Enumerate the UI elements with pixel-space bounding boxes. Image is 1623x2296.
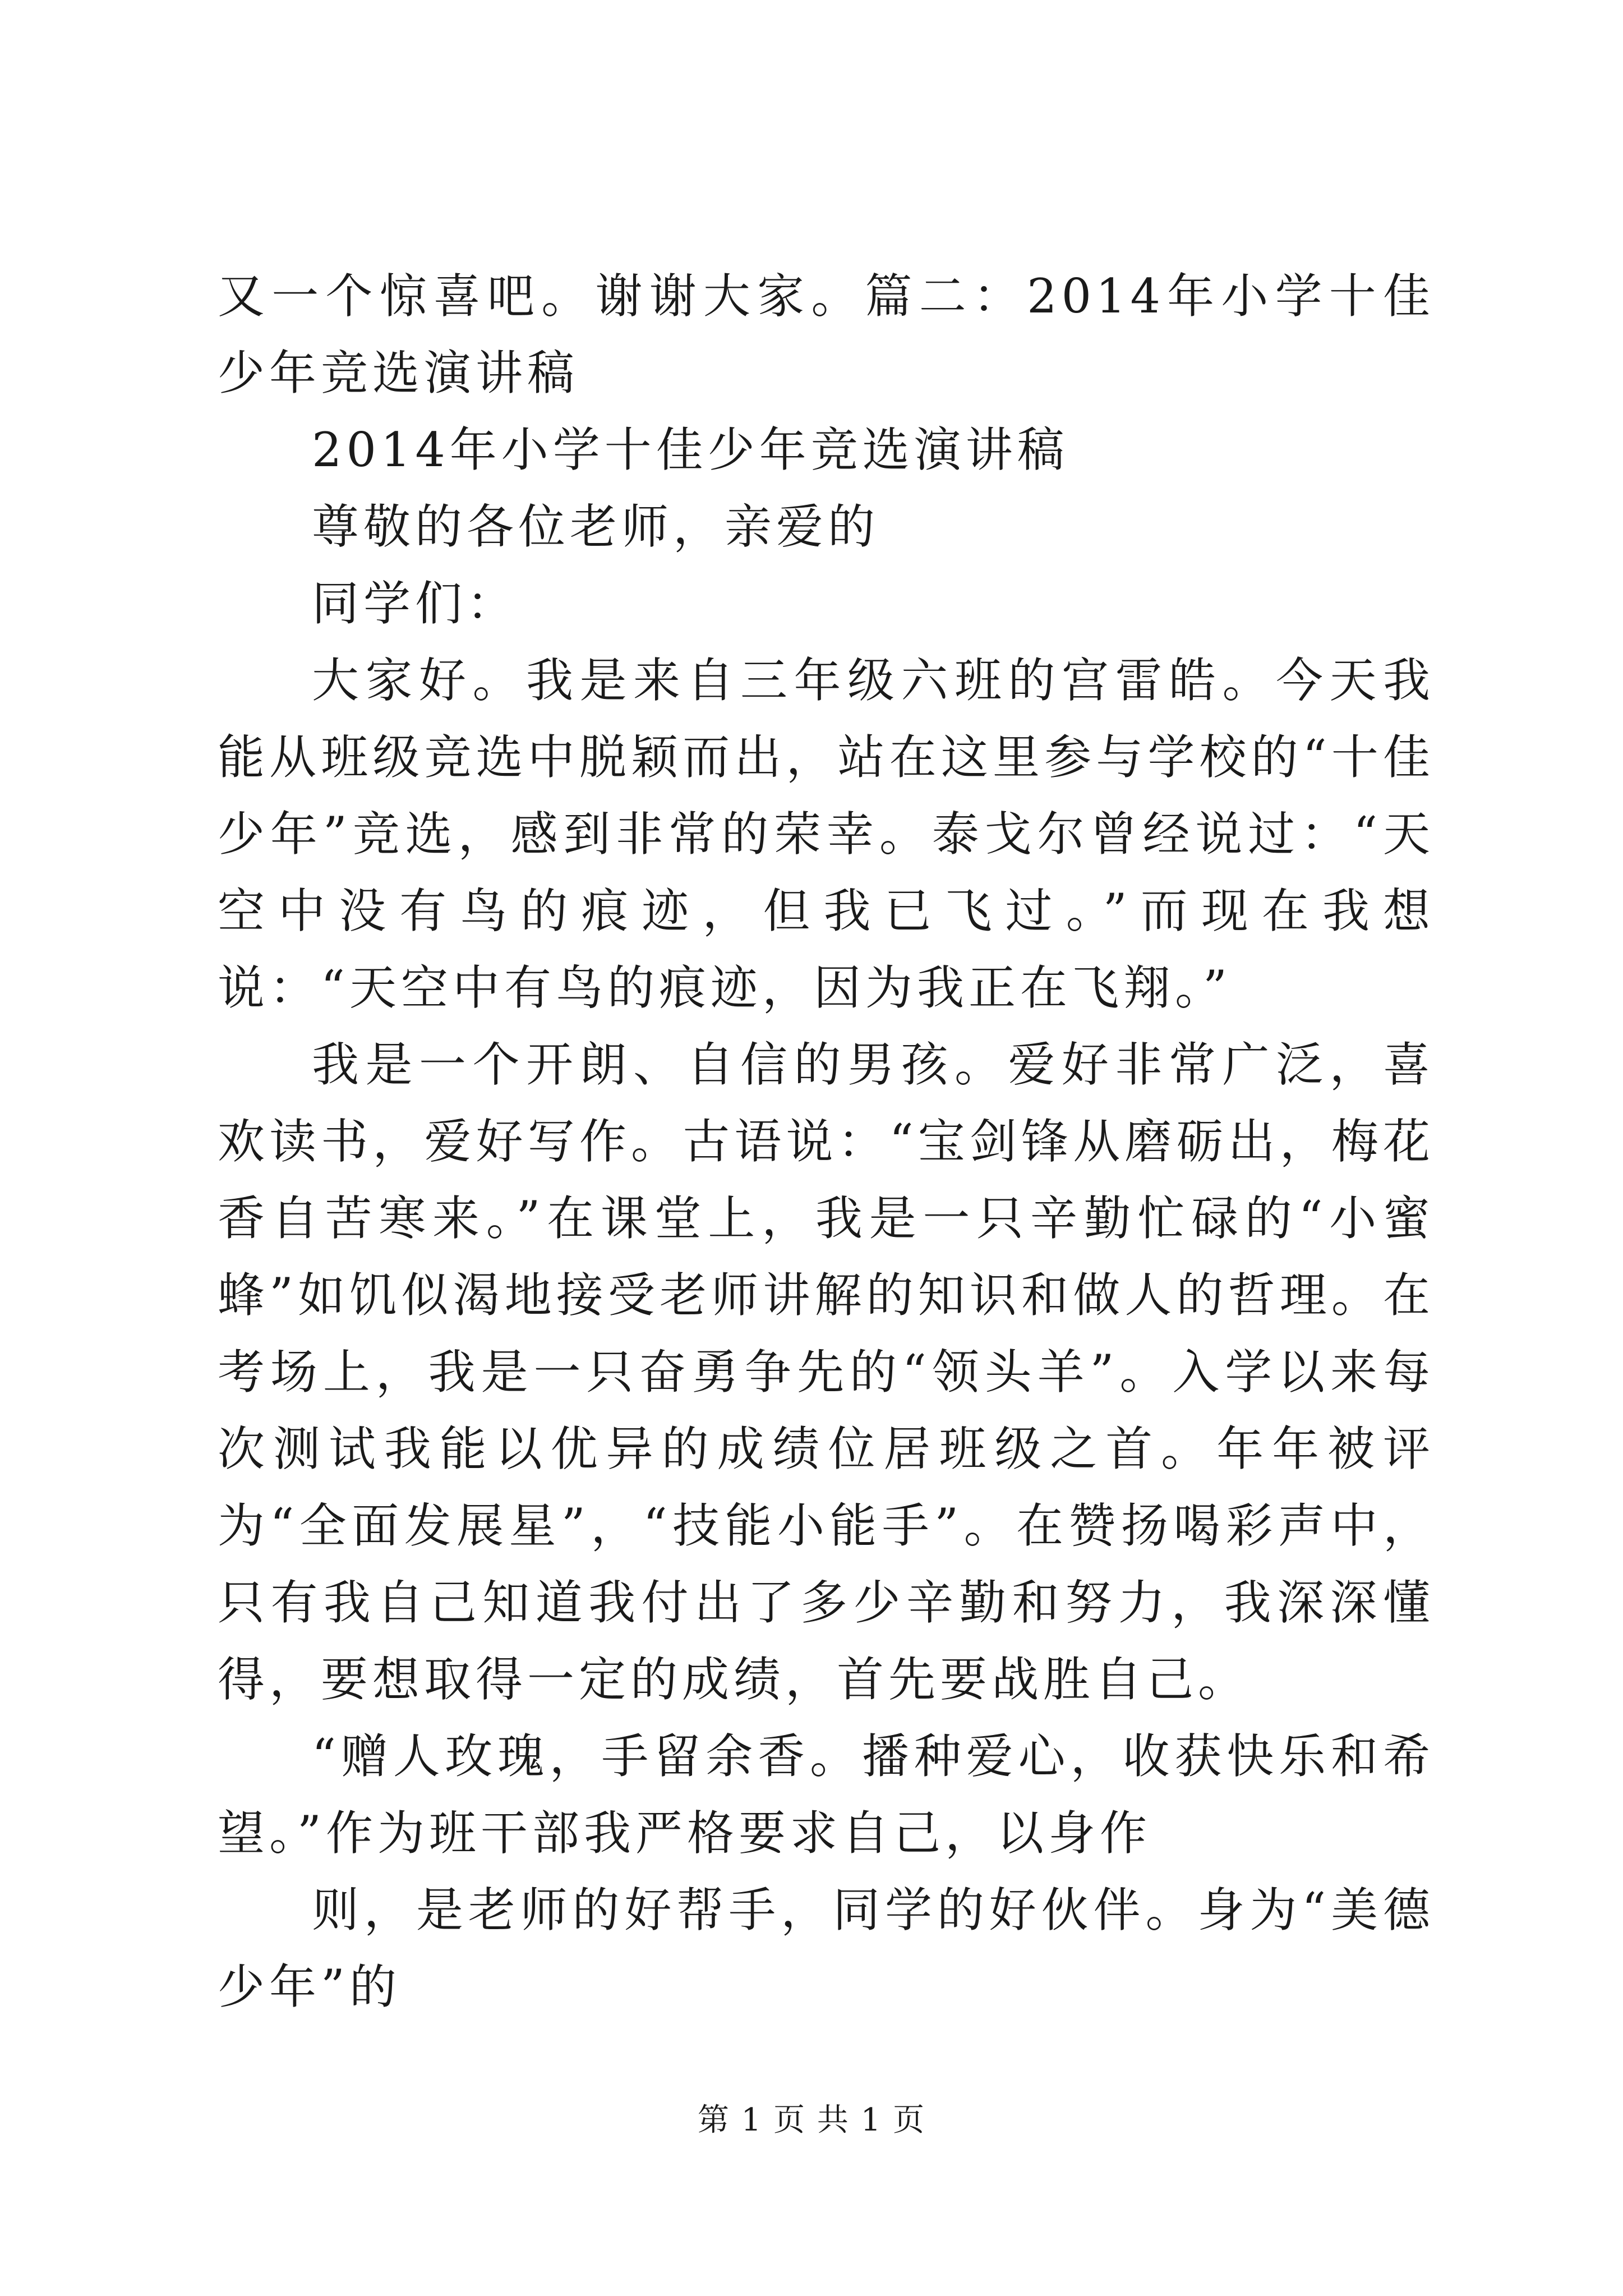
paragraph-1: 又一个惊喜吧。谢谢大家。篇二：2014年小学十佳少年竞选演讲稿 [218,269,1435,401]
paragraph-salutation-2: 同学们： [312,576,519,631]
paragraph-title: 2014年小学十佳少年竞选演讲稿 [312,422,1069,477]
paragraph-self: 我是一个开朗、自信的男孩。爱好非常广泛，喜欢读书，爱好写作。古语说：“宝剑锋从磨砺出，梅花香自苦寒来。”在课堂上，我是一只辛勤忙碌的“小蜜蜂”如饥似渴地接受老师讲解的知识和做人的哲理。在考场上，我是一只奋勇争先的“领头羊”。入学以来每次测试我能以优异的成绩位居班级之首。年年被评为“全面发展星”，“技能小能手”。在赞扬喝彩声中，只有我自己知道我付出了多少辛勤和努力，我深深懂得，要想取得一定的成绩，首先要战胜自己。 [218,1037,1435,1707]
paragraph-salutation: 尊敬的各位老师，亲爱的 [312,499,880,554]
page-footer: 第 1 页 共 1 页 [697,2102,926,2138]
paragraph-helper: 则，是老师的好帮手，同学的好伙伴。身为“美德少年”的 [218,1883,1435,2014]
paragraph-intro: 大家好。我是来自三年级六班的宫雷皓。今天我能从班级竞选中脱颖而出，站在这里参与学校的“十佳少年”竞选，感到非常的荣幸。泰戈尔曾经说过：“天空中没有鸟的痕迹，但我已飞过。”而现在我想说：“天空中有鸟的痕迹，因为我正在飞翔。” [218,653,1435,1015]
document-body [218,258,1435,2026]
paragraph-rose: “赠人玫瑰，手留余香。播种爱心，收获快乐和希望。”作为班干部我严格要求自己，以身作 [218,1729,1435,1861]
